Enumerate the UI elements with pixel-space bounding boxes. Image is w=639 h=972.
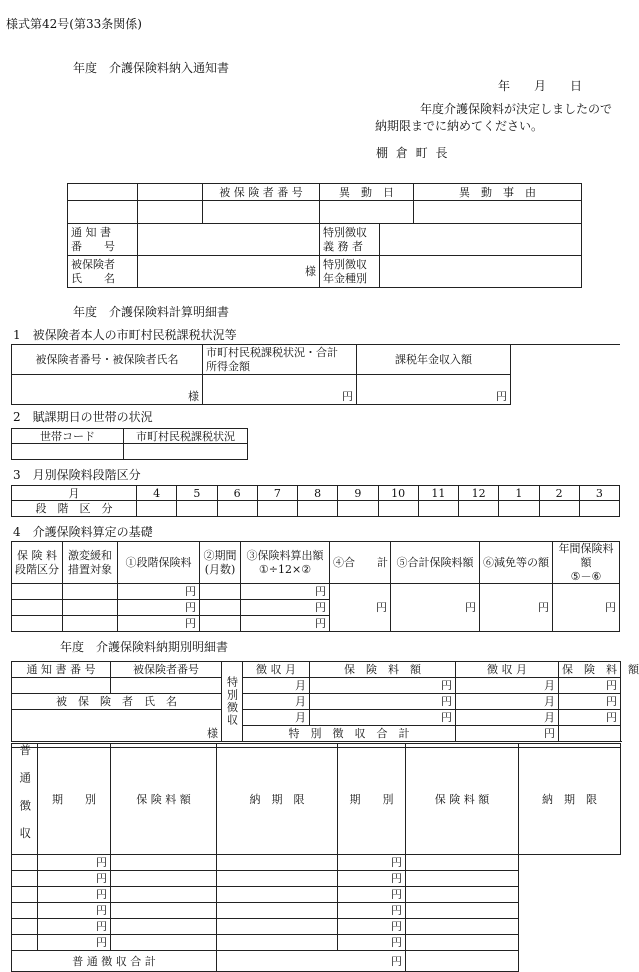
p-insured-name-value[interactable]: 様 [12,710,222,742]
section2-table [11,428,248,460]
change-reason-header: 異 動 事 由 [414,184,582,201]
insured-name-value[interactable]: 様 [138,256,320,288]
section2-col1: 世帯コード [12,429,124,444]
p-deadline-value[interactable] [406,887,519,903]
total-premium-value[interactable]: 円 [391,584,480,632]
p-deadline-value[interactable] [406,903,519,919]
p-insured-number-value[interactable] [111,678,222,694]
notice-message-line1: 年度介護保険料が決定しましたので [420,102,613,116]
mitigation-value[interactable] [63,616,118,632]
p-period-h2: 期 別 [338,744,406,855]
special-pension-value[interactable] [380,256,582,288]
blank-cell [68,184,138,201]
notice-message-line2: 納期限までに納めてください。 [375,119,544,133]
month-cell: 6 [217,486,257,501]
p-deadline-value[interactable] [111,903,217,919]
p-period-value[interactable] [217,887,338,903]
section1-table [11,344,620,405]
section1-col2: 市町村民税課税状況・合計 所得金額 [203,345,357,375]
p-deadline-value[interactable] [406,919,519,935]
p-period-value[interactable] [12,935,38,951]
stage-cell[interactable] [137,501,177,517]
p-premium-value[interactable]: 円 [338,871,406,887]
month-cell: 10 [378,486,418,501]
month-cell: 2 [539,486,579,501]
p-normal-label: 普通徴収 [12,744,38,855]
p-month-value[interactable]: 月 [243,678,310,694]
insured-name-label: 被保険者 氏 名 [68,256,138,288]
p-premium-value[interactable]: 円 [338,935,406,951]
p-special-total-label: 特 別 徴 収 合 計 [243,726,456,742]
period-value[interactable] [200,600,241,616]
h-period: ②期間 (月数) [200,542,241,584]
h-stage: 保 険 料 段階区分 [12,542,63,584]
p-amount-value[interactable]: 円 [559,678,621,694]
stage-cell[interactable] [338,501,378,517]
p-premium-value[interactable]: 円 [38,855,111,871]
p-amount-value[interactable]: 円 [559,710,621,726]
section3-title: 3 月別保険料段階区分 [13,468,141,482]
p-period-value[interactable] [12,871,38,887]
p-premium-value[interactable]: 円 [38,887,111,903]
stage-cell[interactable] [217,501,257,517]
stage-value[interactable] [12,600,63,616]
special-duty-label: 特別徴収 義 務 者 [320,224,380,256]
section1-name-value[interactable]: 様 [12,375,203,405]
mitigation-value[interactable] [63,584,118,600]
blank-cell [511,345,620,405]
stage-cell[interactable] [499,501,539,517]
p-premium-h1: 保 険 料 額 [111,744,217,855]
p-amount-value[interactable]: 円 [310,678,456,694]
stage-cell[interactable] [459,501,499,517]
stage-cell[interactable] [257,501,297,517]
p-special-total-value[interactable] [559,726,621,742]
p-month-value[interactable]: 月 [456,678,559,694]
p-deadline-value[interactable] [111,871,217,887]
special-pension-label: 特別徴収 年金種別 [320,256,380,288]
h-stage-premium: ①段階保険料 [118,542,200,584]
p-month-value[interactable]: 月 [456,694,559,710]
month-cell: 9 [338,486,378,501]
p-deadline-h2: 納 期 限 [519,744,621,855]
household-code-value[interactable] [12,444,124,460]
p-normal-total-value[interactable] [406,951,519,972]
section1-pension-value[interactable]: 円 [357,375,511,405]
period-title: 年度 介護保険料納期別明細書 [60,640,229,654]
insured-header-table [67,183,582,288]
p-deadline-value[interactable] [111,887,217,903]
month-cell: 12 [459,486,499,501]
normal-collection-table [11,743,621,972]
p-special-total-yen: 円 [456,726,559,742]
month-cell: 8 [298,486,338,501]
p-amount-value[interactable]: 円 [310,694,456,710]
p-premium-value[interactable]: 円 [338,855,406,871]
p-period-value[interactable] [217,903,338,919]
section2-title: 2 賦課期日の世帯の状況 [13,410,153,424]
p-premium-value[interactable]: 円 [38,919,111,935]
notice-number-label: 通 知 書 番 号 [68,224,138,256]
p-special-label: 特別徴収 [222,662,243,742]
stage-premium-value[interactable]: 円 [118,584,200,600]
stage-cell[interactable] [298,501,338,517]
p-month-value[interactable]: 月 [243,710,310,726]
stage-cell[interactable] [539,501,579,517]
h-mitigation: 激変緩和 措置対象 [63,542,118,584]
blank-cell [138,184,203,201]
p-deadline-value[interactable] [111,935,217,951]
month-cell: 11 [418,486,458,501]
calc-title: 年度 介護保険料計算明細書 [73,305,230,319]
section3-table [11,485,620,517]
p-deadline-value[interactable] [111,855,217,871]
stage-value[interactable] [12,584,63,600]
month-cell: 5 [177,486,217,501]
month-cell: 1 [499,486,539,501]
calc-amount-value[interactable]: 円 [241,616,330,632]
section1-col1: 被保険者番号・被保険者氏名 [12,345,203,375]
insured-number-header: 被 保 険 者 番 号 [203,184,320,201]
calc-amount-value[interactable]: 円 [241,584,330,600]
stage-cell[interactable] [579,501,619,517]
change-date-header: 異 動 日 [320,184,414,201]
p-premium-h2: 保 険 料 額 [406,744,519,855]
h-reduction: ⑥減免等の額 [480,542,553,584]
month-label: 月 [12,486,137,501]
p-month-value[interactable]: 月 [456,710,559,726]
p-insured-name-label: 被 保 険 者 氏 名 [12,694,222,710]
month-cell: 7 [257,486,297,501]
stage-cell[interactable] [378,501,418,517]
section1-col3: 課税年金収入額 [357,345,511,375]
p-period-value[interactable] [217,935,338,951]
h-total-premium: ⑤合計保険料額 [391,542,480,584]
p-month-h2: 徴 収 月 [456,662,559,678]
issuer: 棚 倉 町 長 [376,146,450,160]
p-deadline-value[interactable] [406,935,519,951]
section4-title: 4 介護保険料算定の基礎 [13,525,153,539]
stage-premium-value[interactable]: 円 [118,600,200,616]
household-tax-value[interactable] [124,444,248,460]
change-date-value[interactable] [320,201,414,224]
p-month-value[interactable]: 月 [243,694,310,710]
stage-cell[interactable] [177,501,217,517]
p-premium-value[interactable]: 円 [338,919,406,935]
stage-value[interactable] [12,616,63,632]
insured-number-value[interactable] [203,201,320,224]
section1-income-value[interactable]: 円 [203,375,357,405]
period-value[interactable] [200,584,241,600]
h-sum: ④合 計 [330,542,391,584]
p-period-h1: 期 別 [38,744,111,855]
p-normal-total-label: 普 通 徴 収 合 計 [12,951,217,972]
stage-label: 段 階 区 分 [12,501,137,517]
p-period-value[interactable] [12,887,38,903]
p-premium-value[interactable]: 円 [38,903,111,919]
p-premium-value[interactable]: 円 [338,887,406,903]
p-premium-value[interactable]: 円 [38,871,111,887]
period-value[interactable] [200,616,241,632]
stage-premium-value[interactable]: 円 [118,616,200,632]
p-deadline-value[interactable] [111,919,217,935]
month-cell: 3 [579,486,619,501]
p-deadline-value[interactable] [406,855,519,871]
p-period-value[interactable] [217,919,338,935]
p-period-value[interactable] [12,903,38,919]
p-period-value[interactable] [12,919,38,935]
notice-title: 年度 介護保険料納入通知書 [73,61,230,75]
p-period-value[interactable] [217,855,338,871]
p-period-value[interactable] [12,855,38,871]
p-amount-value[interactable]: 円 [559,694,621,710]
special-duty-value[interactable] [380,224,582,256]
calc-amount-value[interactable]: 円 [241,600,330,616]
p-premium-value[interactable]: 円 [338,903,406,919]
notice-date: 年 月 日 [498,79,583,93]
stage-cell[interactable] [418,501,458,517]
annual-value[interactable]: 円 [553,584,620,632]
p-premium-value[interactable]: 円 [38,935,111,951]
p-amount-h1: 保 険 料 額 [310,662,456,678]
p-notice-number-value[interactable] [12,678,111,694]
month-cell: 4 [137,486,177,501]
h-annual: 年間保険料額 ⑤－⑥ [553,542,620,584]
p-notice-number: 通 知 書 番 号 [12,662,111,678]
p-amount-value[interactable]: 円 [310,710,456,726]
p-month-h1: 徴 収 月 [243,662,310,678]
mitigation-value[interactable] [63,600,118,616]
p-normal-total-yen: 円 [217,951,406,972]
form-number: 様式第42号(第33条関係) [6,17,142,31]
p-insured-number: 被保険者番号 [111,662,222,678]
section4-table [11,541,620,632]
p-period-value[interactable] [217,871,338,887]
blank-cell[interactable] [68,201,138,224]
section2-col2: 市町村民税課税状況 [124,429,248,444]
section1-title: 1 被保険者本人の市町村民税課税状況等 [13,328,237,342]
period-table [11,661,639,748]
change-reason-value[interactable] [414,201,582,224]
p-amount-h2: 保 険 料 額 [559,662,621,678]
reduction-value[interactable]: 円 [480,584,553,632]
sum-value[interactable]: 円 [330,584,391,632]
p-deadline-value[interactable] [406,871,519,887]
blank-cell[interactable] [138,201,203,224]
notice-number-value[interactable] [138,224,320,256]
h-calc-amount: ③保険料算出額 ①÷12×② [241,542,330,584]
p-deadline-h1: 納 期 限 [217,744,338,855]
